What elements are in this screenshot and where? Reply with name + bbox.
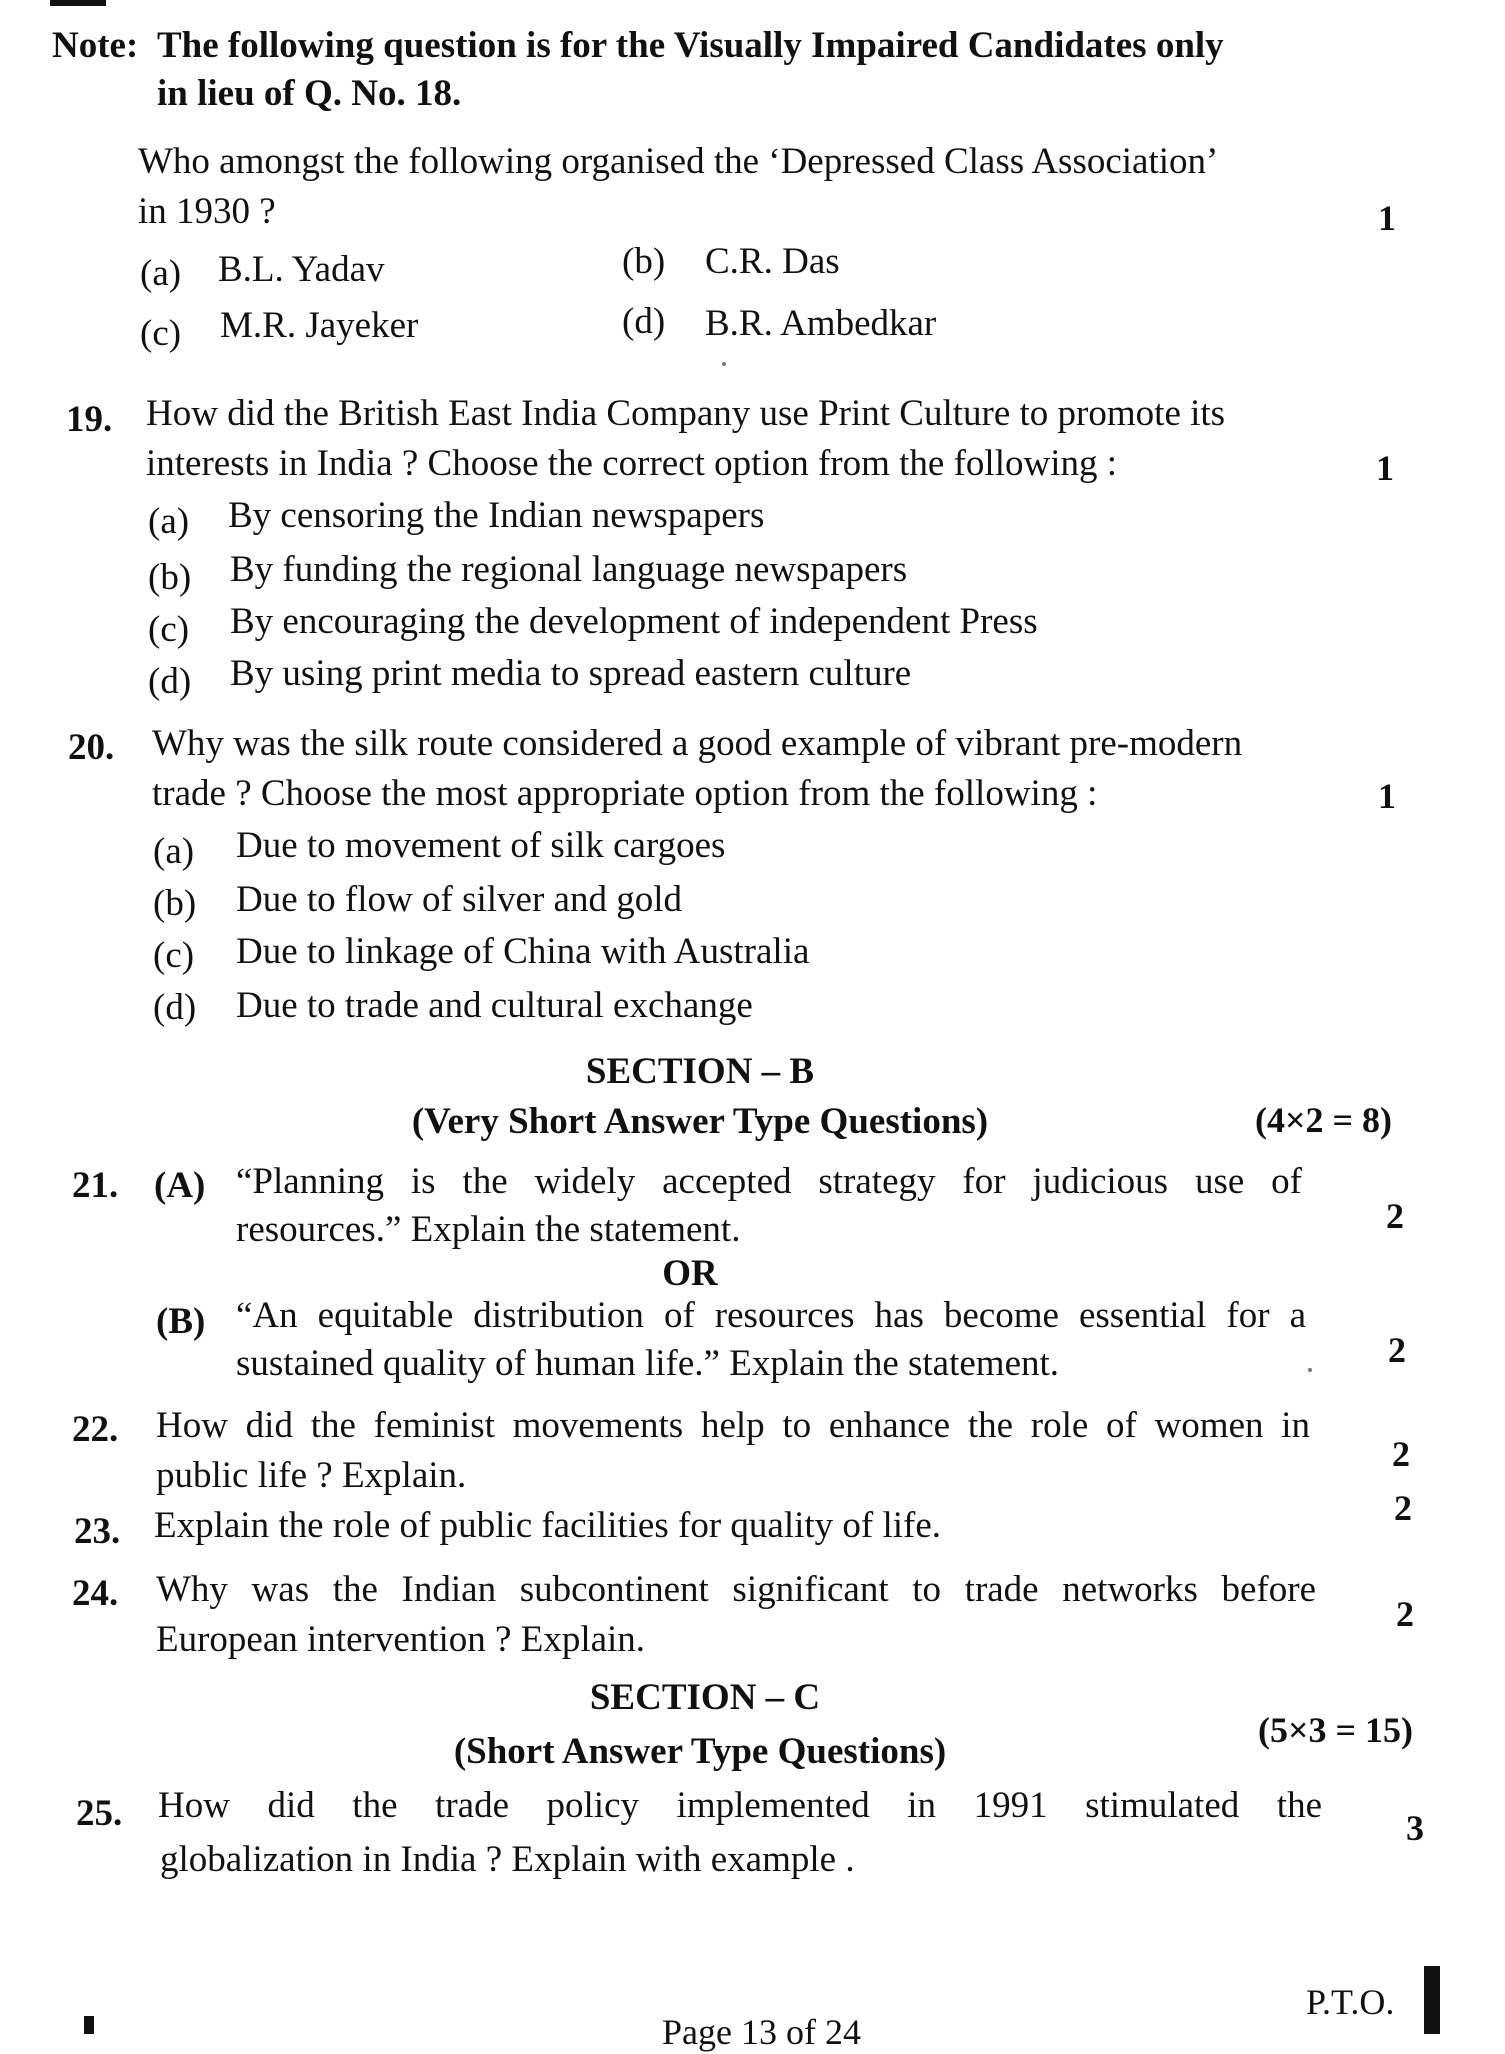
question-23-marks: 2: [1394, 1488, 1412, 1528]
note-label: Note:: [52, 25, 139, 66]
section-b-marks-scheme: (4×2 = 8): [1255, 1100, 1393, 1140]
q20-option-c-text: Due to linkage of China with Australia: [236, 931, 810, 972]
note-option-b-text: C.R. Das: [705, 241, 840, 282]
question-23-line-1: Explain the role of public facilities for quality of life.: [154, 1505, 942, 1546]
note-option-b-letter: (b): [622, 241, 666, 282]
question-25-line-1: How did the trade policy implemented in 1991 stimulated the: [158, 1785, 1322, 1826]
note-marks: 1: [1378, 198, 1396, 238]
question-25-marks: 3: [1406, 1808, 1424, 1848]
q20-option-d-letter: (d): [153, 987, 197, 1028]
section-c-title: SECTION – C: [589, 1677, 821, 1718]
section-b-subtitle: (Very Short Answer Type Questions): [411, 1101, 989, 1142]
question-21-part-a-line-1: “Planning is the widely accepted strategy for judicious use of: [236, 1161, 1302, 1202]
q19-option-c-letter: (c): [148, 609, 190, 650]
scan-artifact-bottom-left: [84, 2016, 94, 2034]
section-b-title: SECTION – B: [585, 1051, 815, 1092]
q20-option-b-text: Due to flow of silver and gold: [236, 879, 682, 920]
question-24-marks: 2: [1396, 1594, 1414, 1634]
q20-option-a-text: Due to movement of silk cargoes: [236, 825, 726, 866]
q20-option-b-letter: (b): [153, 883, 197, 924]
note-question-line-2: in 1930 ?: [138, 191, 276, 232]
scan-speck: [722, 362, 726, 366]
q19-option-d-letter: (d): [148, 661, 192, 702]
q19-option-b-letter: (b): [148, 557, 192, 598]
q20-option-a-letter: (a): [153, 831, 195, 872]
scan-artifact-top: [50, 0, 106, 6]
question-21-part-a-line-2: resources.” Explain the statement.: [236, 1209, 741, 1250]
question-21-part-b-marks: 2: [1388, 1330, 1406, 1370]
question-24-number: 24.: [72, 1573, 119, 1614]
question-25-line-2: globalization in India ? Explain with example .: [160, 1839, 855, 1880]
q19-option-a-text: By censoring the Indian newspapers: [228, 495, 765, 536]
page-number: Page 13 of 24: [662, 2012, 861, 2052]
question-23-number: 23.: [74, 1511, 121, 1552]
question-19-number: 19.: [66, 399, 113, 440]
question-20-number: 20.: [68, 727, 115, 768]
question-24-line-1: Why was the Indian subcontinent significant to trade networks before: [156, 1569, 1316, 1610]
question-22-line-2: public life ? Explain.: [156, 1455, 467, 1496]
question-24-line-2: European intervention ? Explain.: [156, 1619, 646, 1660]
note-option-c-text: M.R. Jayeker: [220, 305, 419, 346]
question-20-marks: 1: [1378, 776, 1396, 816]
question-20-line-1: Why was the silk route considered a good example of vibrant pre-modern: [152, 723, 1243, 764]
question-22-number: 22.: [72, 1409, 119, 1450]
q19-option-a-letter: (a): [148, 501, 190, 542]
question-21-part-a-marks: 2: [1386, 1196, 1404, 1236]
note-option-a-letter: (a): [140, 253, 182, 294]
note-question-line-1: Who amongst the following organised the ‘Depressed Class Association’: [138, 141, 1219, 182]
question-22-line-1: How did the feminist movements help to enhance the role of women in: [156, 1405, 1310, 1446]
question-19-line-2: interests in India ? Choose the correct option from the following :: [146, 443, 1118, 484]
question-21-part-b-label: (B): [156, 1301, 206, 1342]
pto-label: P.T.O.: [1306, 1982, 1395, 2022]
note-option-c-letter: (c): [140, 313, 182, 354]
note-option-d-letter: (d): [622, 301, 666, 342]
question-21-part-b-line-1: “An equitable distribution of resources has become essential for a: [236, 1295, 1306, 1336]
question-19-marks: 1: [1376, 448, 1394, 488]
question-19-line-1: How did the British East India Company use Print Culture to promote its: [146, 393, 1226, 434]
note-line-1: The following question is for the Visually Impaired Candidates only: [157, 25, 1224, 66]
question-21-part-a-label: (A): [154, 1165, 206, 1206]
scan-artifact-bottom-right: [1424, 1966, 1440, 2034]
question-25-number: 25.: [76, 1793, 123, 1834]
question-20-line-2: trade ? Choose the most appropriate option from the following :: [152, 773, 1098, 814]
note-option-d-text: B.R. Ambedkar: [705, 303, 937, 344]
question-21-number: 21.: [72, 1165, 119, 1206]
note-option-a-text: B.L. Yadav: [218, 249, 385, 290]
scan-speck: [1308, 1368, 1312, 1372]
q20-option-c-letter: (c): [153, 935, 195, 976]
section-c-marks-scheme: (5×3 = 15): [1258, 1710, 1414, 1750]
q20-option-d-text: Due to trade and cultural exchange: [236, 985, 753, 1026]
question-22-marks: 2: [1392, 1434, 1410, 1474]
q19-option-b-text: By funding the regional language newspapers: [230, 549, 908, 590]
q19-option-c-text: By encouraging the development of independent Press: [230, 601, 1038, 642]
question-21-or: OR: [662, 1253, 718, 1294]
section-c-subtitle: (Short Answer Type Questions): [453, 1731, 947, 1772]
question-21-part-b-line-2: sustained quality of human life.” Explain the statement.: [236, 1343, 1060, 1384]
q19-option-d-text: By using print media to spread eastern culture: [230, 653, 912, 694]
note-line-2: in lieu of Q. No. 18.: [157, 73, 462, 114]
